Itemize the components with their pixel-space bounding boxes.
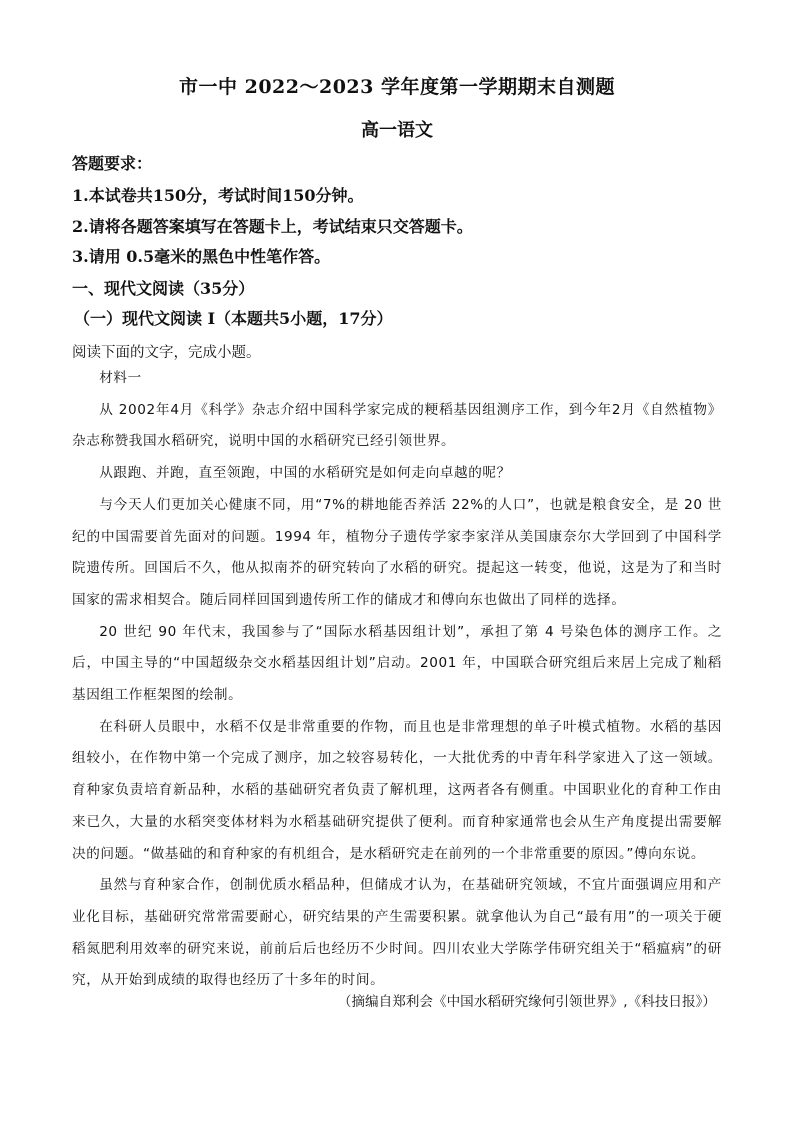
requirement-item-1: 1.本试卷共150分，考试时间150分钟。 [72, 186, 364, 205]
material-paragraph: 与今天人们更加关心健康不同，用“7%的耕地能否养活 22%的人口”，也就是粮食安全，是 20 世纪的中国需要首先面对的问题。1994 年，植物分子遗传学家李家洋从美国康奈尔大学回到了中国科学院遗传所。回国后不久，他从拟南芥的研究转向了水稻的研究。提起这一转变，他说，这是为了和当时国家的需求相契合。随后同样回国到遗传所工作的储成才和傅向东也做出了同样的选择。 [72, 496, 722, 608]
requirement-item-3: 3.请用 0.5毫米的黑色中性笔作答。 [72, 247, 331, 266]
exam-title: 市一中 2022～2023 学年度第一学期期末自测题 [179, 76, 615, 98]
subsection-heading: （一）现代文阅读 I（本题共5小题，17分） [74, 309, 393, 328]
material-label: 材料一 [99, 370, 142, 386]
material-paragraph: 在科研人员眼中，水稻不仅是非常重要的作物，而且也是非常理想的单子叶模式植物。水稻的基因组较小，在作物中第一个完成了测序，加之较容易转化，一大批优秀的中青年科学家进入了这一领域。育种家负责培育新品种，水稻的基础研究者负责了解机理，这两者各有侧重。中国职业化的育种工作由来已久，大量的水稻突变体材料为水稻基础研究提供了便利。而育种家通常也会从生产角度提出需要解决的问题。“做基础的和育种家的有机组合，是水稻研究走在前列的一个非常重要的原因。”傅向东说。 [72, 718, 722, 862]
material-source: （摘编自郑利会《中国水稻研究缘何引领世界》,《科技日报》） [337, 994, 716, 1010]
material-paragraph: 虽然与育种家合作，创制优质水稻品种，但储成才认为，在基础研究领域，不宜片面强调应用和产业化目标，基础研究常常需要耐心，研究结果的产生需要积累。就拿他认为自己“最有用”的一项关于硬稻氮肥利用效率的研究来说，前前后后也经历不少时间。四川农业大学陈学伟研究组关于“稻瘟病”的研究，从开始到成绩的取得也经历了十多年的时间。 [72, 877, 722, 989]
reading-instruction: 阅读下面的文字，完成小题。 [72, 345, 261, 361]
material-paragraph: 20 世纪 90 年代末，我国参与了“国际水稻基因组计划”，承担了第 4 号染色体的测序工作。之后，中国主导的“中国超级杂交水稻基因组计划”启动。2001 年，中国联合研究组后来居上完成了籼稻基因组工作框架图的绘制。 [72, 623, 722, 704]
material-text [72, 363, 722, 997]
material-paragraph: 从 2002年4月《科学》杂志介绍中国科学家完成的粳稻基因组测序工作，到今年2月《自然植物》杂志称赞我国水稻研究，说明中国的水稻研究已经引领世界。 [72, 401, 722, 450]
exam-subtitle: 高一语文 [361, 120, 433, 141]
requirement-item-2: 2.请将各题答案填写在答题卡上，考试结束只交答题卡。 [72, 217, 473, 236]
material-paragraph: 从跟跑、并跑，直至领跑，中国的水稻研究是如何走向卓越的呢？ [99, 465, 511, 482]
requirements-heading: 答题要求： [72, 154, 153, 173]
section-heading: 一、现代文阅读（35分） [72, 279, 255, 298]
